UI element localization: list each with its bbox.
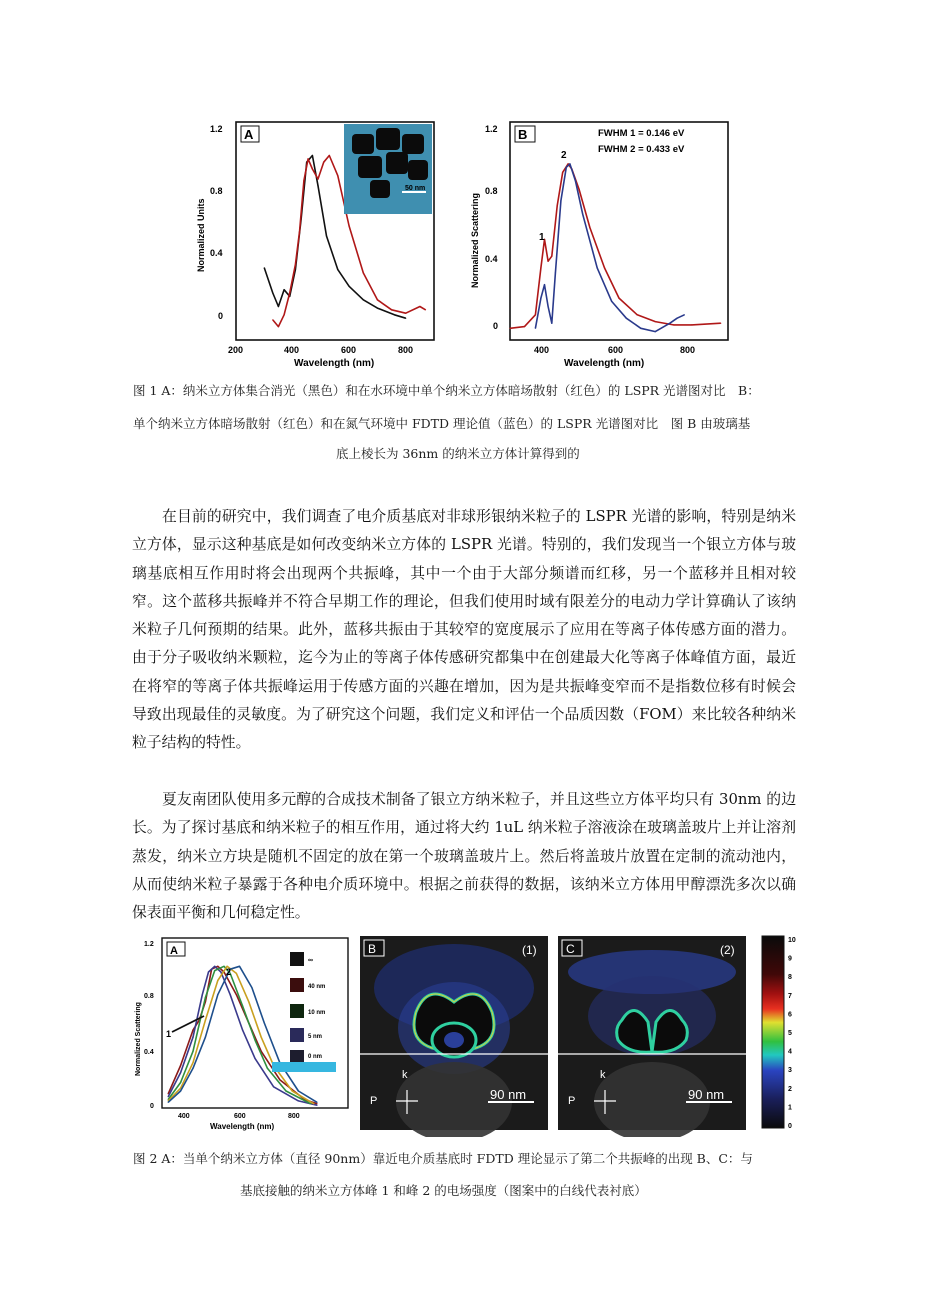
fig1-panel-a bbox=[196, 122, 434, 369]
fig2a-ylabel: Normalized Scattering bbox=[135, 1002, 142, 1076]
fig2a-s1-point bbox=[236, 994, 237, 995]
fig2-colorbar bbox=[762, 936, 796, 1130]
fig1b-s1-point bbox=[557, 205, 558, 206]
body-paragraph-1: 在目前的研究中，我们调查了电介质基底对非球形银纳米粒子的 LSPR 光谱的影响，特别是纳米立方体，显示这种基底是如何改变纳米立方体的 LSPR 光谱。特别的，我们发现当一个银立方体与玻璃基底相互作用时将会出现两个共振峰，其中一个由于大部分频谱而红移，另一个蓝移并且相对较窄。这个蓝移共振峰并不符合早期工作的理论，但我们使用时域有限差分的电动力学计算确认了该纳米粒子几何预期的结果。此外，蓝移共振由于其较窄的宽度展示了应用在等离子体传感方面的潜力。由于分子吸收纳米颗粒，迄今为止的等离子体传感研究都集中在创建最大化等离子体峰值方面，最近在将窄的等离子体共振峰运用于传感方面的兴趣在增加，因为是共振峰变窄而不是指数位移有时候会导致出现最佳的灵敏度。为了研究这个问题，我们定义和评估一个品质因数（FOM）来比较各种纳米粒子结构的特性。 bbox=[132, 508, 796, 752]
fig1a-s1-point bbox=[264, 267, 265, 268]
fig2c-scale-label: 90 nm bbox=[688, 1087, 725, 1102]
fig2a-gap-40: 40 nm bbox=[308, 984, 326, 990]
fig1b-s2-point bbox=[540, 298, 541, 299]
fig1b-fwhm2: FWHM 2 = 0.433 eV bbox=[598, 144, 685, 155]
fig1a-s1-point bbox=[349, 286, 350, 287]
fig1b-s1-point bbox=[655, 321, 656, 322]
fig1b-s1-point bbox=[562, 172, 563, 173]
fig2a-ytick-3: 0.4 bbox=[144, 1049, 154, 1056]
fig2a-s1-point bbox=[279, 1079, 280, 1080]
fig1a-xtick-4: 800 bbox=[398, 345, 414, 355]
fig1a-xtick-1: 200 bbox=[228, 345, 244, 355]
fig1b-peak1-label: 1 bbox=[539, 232, 545, 243]
fig2a-s4-point bbox=[217, 980, 218, 981]
fig1a-s2-point bbox=[303, 180, 304, 181]
fig2a-xtick-1: 400 bbox=[178, 1113, 190, 1120]
fig1a-s1-point bbox=[363, 299, 364, 300]
fig1b-s1-point bbox=[589, 227, 590, 228]
fig2c-k-label: k bbox=[600, 1069, 606, 1081]
fig2b-scale-label: 90 nm bbox=[490, 1087, 527, 1102]
fig2a-s1-point bbox=[217, 966, 218, 967]
fig2a-s4-point bbox=[192, 1062, 193, 1063]
fig1a-s1-point bbox=[377, 308, 378, 309]
fig2a-s3-point bbox=[192, 1051, 193, 1052]
fig1a-s2-point bbox=[299, 230, 300, 231]
fig1b-s1-point bbox=[618, 298, 619, 299]
fig2a-s4-point bbox=[248, 1001, 249, 1002]
fig1b-s1-point bbox=[540, 267, 541, 268]
fig2-panel-c bbox=[558, 936, 746, 1137]
fig2a-s2-point bbox=[168, 1096, 169, 1097]
fig2a-s4-point bbox=[313, 1103, 314, 1104]
body-paragraph-2: 夏友南团队使用多元醇的合成技术制备了银立方纳米粒子，并且这些立方体平均只有 30nm 的边长。为了探讨基底和纳米粒子的相互作用，通过将大约 1uL 纳米粒子溶液涂在玻璃盖玻片上并让溶剂蒸发，纳米立方块是随机不固定的放在第一个玻璃盖玻片上。然后将盖玻片放置在定制的流动池内，从而使纳米粒子暴露于各种电介质环境中。根据之前获得的数据，该纳米立方体用甲醇漂洗多次以确保表面平衡和几何稳定性。 bbox=[132, 791, 796, 922]
fig2a-s4-point bbox=[261, 1037, 262, 1038]
fig2a-s2-point bbox=[254, 1058, 255, 1059]
fig2a-s5-point bbox=[217, 994, 218, 995]
fig2a-label: A bbox=[170, 945, 178, 957]
fig1b-ytick-2: 0.8 bbox=[485, 186, 498, 196]
fig2-colorbar-tick: 9 bbox=[788, 955, 792, 963]
fig1b-ylabel: Normalized Scattering bbox=[470, 192, 480, 288]
fig2a-s2-point bbox=[230, 994, 231, 995]
fig2a-xlabel: Wavelength (nm) bbox=[210, 1122, 275, 1131]
fig2-colorbar-tick: 5 bbox=[788, 1030, 792, 1037]
fig1a-ytick-3: 0.4 bbox=[210, 248, 223, 258]
fig2-colorbar-tick: 8 bbox=[788, 974, 792, 982]
fig2a-peak2-label: 2 bbox=[226, 967, 232, 977]
fig1a-xtick-3: 600 bbox=[341, 345, 357, 355]
fig2a-s1-point bbox=[192, 1030, 193, 1031]
fig1a-s2-point bbox=[295, 264, 296, 265]
fig1b-ytick-3: 0.4 bbox=[485, 254, 498, 264]
fig1a-s2-point bbox=[349, 225, 350, 226]
fig2a-s4-point bbox=[236, 973, 237, 974]
fig2a-s5-point bbox=[180, 1090, 181, 1091]
fig1a-s2-point bbox=[419, 306, 420, 307]
fig1a-s2-point bbox=[284, 314, 285, 315]
fig1-caption-line3: 底上棱长为 36nm 的纳米立方体计算得到的 bbox=[336, 446, 580, 461]
fig1b-s2-point bbox=[582, 214, 583, 215]
fig2a-xtick-3: 800 bbox=[288, 1113, 300, 1120]
fig2a-s3-point bbox=[242, 1005, 243, 1006]
fig1b-s2-point bbox=[575, 180, 576, 181]
fig1-caption-line1: 图 1 A：纳米立方体集合消光（黑色）和在水环境中单个纳米立方体暗场散射（红色）的 LSPR 光谱图对比 B： bbox=[133, 383, 760, 398]
fig1a-ytick-2: 0.8 bbox=[210, 186, 223, 196]
fig2a-s3-point bbox=[267, 1068, 268, 1069]
fig1-caption-line2: 单个纳米立方体暗场散射（红色）和在氮气环境中 FDTD 理论值（蓝色）的 LSPR 光谱图对比 图 B 由玻璃基 bbox=[133, 416, 751, 431]
fig1a-s2-point bbox=[278, 326, 279, 327]
fig1b-s2-point bbox=[551, 323, 552, 324]
fig1b-s1-point bbox=[548, 261, 549, 262]
fig2a-s5-point bbox=[251, 987, 252, 988]
fig2a-gap-inf: ∞ bbox=[308, 957, 313, 964]
fig1b-xlabel: Wavelength (nm) bbox=[564, 358, 645, 369]
fig1a-s2-point bbox=[272, 319, 273, 320]
fig2a-s2-point bbox=[273, 1086, 274, 1087]
fig1b-s1-point bbox=[509, 328, 510, 329]
fig1b-label: B bbox=[518, 127, 528, 142]
fig1b-s2-point bbox=[535, 328, 536, 329]
fig1b-s1-point bbox=[524, 326, 525, 327]
fig2a-s3-point bbox=[205, 997, 206, 998]
fig2-colorbar-tick: 1 bbox=[788, 1104, 792, 1112]
figure1 bbox=[180, 112, 740, 374]
fig2b-label: B bbox=[368, 942, 377, 956]
fig2a-xtick-2: 600 bbox=[234, 1113, 246, 1120]
fig2a-s3-point bbox=[223, 966, 224, 967]
fig1b-s2-point bbox=[677, 318, 678, 319]
fig1b-s1-point bbox=[604, 267, 605, 268]
fig1b-s2-point bbox=[544, 284, 545, 285]
fig2a-gap-0: 0 nm bbox=[308, 1054, 323, 1060]
fig1a-s2-point bbox=[317, 178, 318, 179]
fig1b-s2-point bbox=[555, 272, 556, 273]
fig1a-s2-point bbox=[377, 299, 378, 300]
fig2a-s5-point bbox=[239, 966, 240, 967]
fig2a-s3-point bbox=[180, 1082, 181, 1083]
fig2-colorbar-tick: 6 bbox=[788, 1011, 792, 1019]
fig2a-s2-point bbox=[214, 966, 215, 967]
fig1a-s1-point bbox=[272, 292, 273, 293]
fig1a-s2-point bbox=[425, 309, 426, 310]
fig2a-s2-point bbox=[220, 971, 221, 972]
fig1b-ytick-4: 0 bbox=[493, 321, 499, 331]
fig1b-s2-point bbox=[569, 163, 570, 164]
fig2a-ytick-4: 0 bbox=[150, 1103, 154, 1110]
fig2a-s1-point bbox=[316, 1103, 317, 1104]
fig1a-s1-point bbox=[337, 269, 338, 270]
fig1b-s1-point bbox=[578, 189, 579, 190]
fig1a-ytick-4: 0 bbox=[218, 311, 224, 321]
fig1b-xtick-1: 400 bbox=[534, 345, 550, 355]
fig2a-ytick-2: 0.8 bbox=[144, 993, 154, 1000]
fig1b-s2-point bbox=[560, 200, 561, 201]
fig2-panel-b bbox=[360, 936, 548, 1137]
fig1b-s2-point bbox=[655, 331, 656, 332]
fig2-colorbar-tick: 4 bbox=[788, 1048, 792, 1056]
fig1a-s1-point bbox=[284, 289, 285, 290]
fig1b-s2-point bbox=[566, 167, 567, 168]
fig2a-s5-point bbox=[316, 1102, 317, 1103]
fig2b-k-label: k bbox=[402, 1069, 408, 1081]
fig1a-ytick-1: 1.2 bbox=[210, 124, 223, 134]
fig1a-s2-point bbox=[391, 309, 392, 310]
fig1b-s2-point bbox=[684, 314, 685, 315]
fig1a-s2-point bbox=[329, 155, 330, 156]
fig1b-s1-point bbox=[673, 324, 674, 325]
fig1b-s2-point bbox=[597, 267, 598, 268]
fig1b-s2-point bbox=[611, 301, 612, 302]
fig2a-s2-point bbox=[180, 1072, 181, 1073]
fig1a-s2-point bbox=[289, 292, 290, 293]
fig1a-s1-point bbox=[326, 235, 327, 236]
fig1a-s1-point bbox=[317, 185, 318, 186]
fig2a-s5-point bbox=[298, 1090, 299, 1091]
fig2a-s2-point bbox=[192, 1037, 193, 1038]
fig1a-s2-point bbox=[363, 272, 364, 273]
figure2 bbox=[128, 932, 808, 1137]
fig1b-s1-point bbox=[637, 314, 638, 315]
fig1b-s2-point bbox=[548, 306, 549, 307]
fig2b-tag: (1) bbox=[522, 943, 537, 957]
fig1a-xlabel: Wavelength (nm) bbox=[294, 358, 375, 369]
fig2-colorbar-tick: 3 bbox=[788, 1067, 792, 1075]
fig1a-s1-point bbox=[394, 314, 395, 315]
fig2a-s2-point bbox=[316, 1105, 317, 1106]
fig1b-s2-point bbox=[669, 323, 670, 324]
fig2-colorbar-tick: 2 bbox=[788, 1085, 792, 1093]
fig1a-s1-point bbox=[312, 155, 313, 156]
fig2-colorbar-tick: 0 bbox=[788, 1123, 792, 1130]
fig2a-gap-5: 5 nm bbox=[308, 1034, 323, 1040]
fig1a-s2-point bbox=[312, 168, 313, 169]
fig2a-s5-point bbox=[192, 1068, 193, 1069]
fig1b-s2-point bbox=[626, 318, 627, 319]
fig1b-s1-point bbox=[691, 324, 692, 325]
fig1b-s1-point bbox=[535, 314, 536, 315]
fig1a-inset-scale-label: 50 nm bbox=[405, 185, 426, 192]
fig1a-xtick-2: 400 bbox=[284, 345, 300, 355]
fig1-panel-b bbox=[470, 122, 728, 369]
fig1a-s1-point bbox=[278, 306, 279, 307]
fig1b-fwhm1: FWHM 1 = 0.146 eV bbox=[598, 128, 685, 139]
fig1a-s1-point bbox=[405, 318, 406, 319]
fig2-colorbar-tick: 7 bbox=[788, 992, 792, 1000]
fig2-caption-line2: 基底接触的纳米立方体峰 1 和峰 2 的电场强度（图案中的白线代表衬底） bbox=[240, 1183, 647, 1198]
fig1a-s2-point bbox=[337, 175, 338, 176]
fig2-caption-line1: 图 2 A：当单个纳米立方体（直径 90nm）靠近电介质基底时 FDTD 理论显示了第二个共振峰的出现 B、C：与 bbox=[133, 1151, 753, 1166]
fig1b-peak2-label: 2 bbox=[561, 150, 567, 161]
fig2a-gap-10: 10 nm bbox=[308, 1010, 326, 1016]
fig1b-xtick-2: 600 bbox=[608, 345, 624, 355]
fig2a-s1-point bbox=[180, 1065, 181, 1066]
fig2a-s4-point bbox=[205, 1020, 206, 1021]
fig2-colorbar-tick: 10 bbox=[788, 937, 796, 944]
fig2a-s5-point bbox=[264, 1022, 265, 1023]
fig1b-s2-point bbox=[640, 328, 641, 329]
fig1a-s2-point bbox=[323, 162, 324, 163]
fig2a-s3-point bbox=[214, 970, 215, 971]
fig2a-s5-point bbox=[205, 1037, 206, 1038]
fig1a-label: A bbox=[244, 127, 254, 142]
fig2a-s2-point bbox=[242, 1030, 243, 1031]
fig2a-s2-point bbox=[202, 994, 203, 995]
fig2b-p-label: P bbox=[370, 1095, 378, 1107]
fig2a-s3-point bbox=[310, 1103, 311, 1104]
fig1b-xtick-3: 800 bbox=[680, 345, 696, 355]
fig2a-s3-point bbox=[254, 1039, 255, 1040]
fig2c-tag: (2) bbox=[720, 943, 735, 957]
fig2c-p-label: P bbox=[568, 1095, 576, 1107]
fig2c-label: C bbox=[566, 942, 575, 956]
fig1a-s2-point bbox=[405, 313, 406, 314]
fig1b-ytick-1: 1.2 bbox=[485, 124, 498, 134]
fig1a-s2-point bbox=[308, 158, 309, 159]
fig2a-ytick-1: 1.2 bbox=[144, 941, 154, 948]
fig2a-s3-point bbox=[285, 1090, 286, 1091]
fig2a-s2-point bbox=[208, 971, 209, 972]
fig2a-peak1-label: 1 bbox=[166, 1029, 172, 1039]
fig2a-s2-point bbox=[298, 1100, 299, 1101]
fig2-panel-a bbox=[135, 938, 348, 1131]
fig2-colorbar-gradient bbox=[762, 936, 784, 1128]
fig1b-s1-point bbox=[720, 323, 721, 324]
fig2a-s4-point bbox=[292, 1090, 293, 1091]
fig1b-s1-point bbox=[551, 256, 552, 257]
fig1a-ylabel: Normalized Units bbox=[196, 198, 206, 272]
fig2a-s5-point bbox=[168, 1102, 169, 1103]
